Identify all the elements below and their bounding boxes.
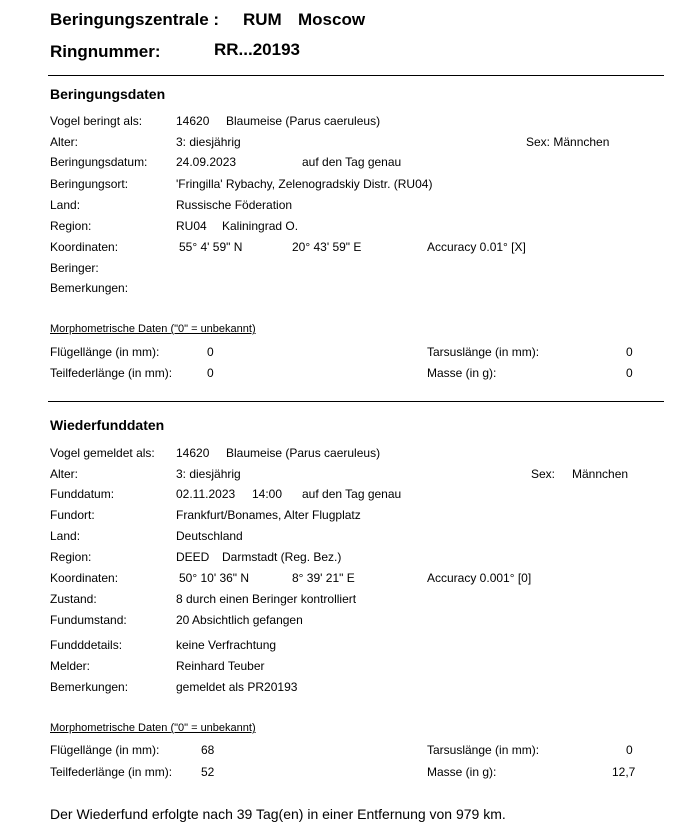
recovery-date-precision: auf den Tag genau — [302, 487, 402, 501]
ringing-tarsus-value: 0 — [626, 345, 633, 359]
recovery-species-code: 14620 — [176, 446, 210, 460]
ringing-region-name: Kaliningrad O. — [222, 219, 299, 233]
recovery-mass-value: 12,7 — [612, 765, 636, 779]
ringing-age-label: Alter: — [50, 135, 79, 149]
recovery-country-value: Deutschland — [176, 529, 243, 543]
ringing-mass-value: 0 — [626, 366, 633, 380]
ringing-mass-label: Masse (in g): — [427, 366, 497, 380]
ringing-feather-label: Teilfederlänge (in mm): — [50, 366, 173, 380]
recovery-species-name: Blaumeise (Parus caeruleus) — [226, 446, 381, 460]
recovery-bird-label: Vogel gemeldet als: — [50, 446, 155, 460]
ringing-species-code: 14620 — [176, 114, 210, 128]
recovery-mass-label: Masse (in g): — [427, 765, 497, 779]
recovery-country-label: Land: — [50, 529, 81, 543]
recovery-date-value: 02.11.2023 — [176, 487, 236, 501]
recovery-tarsus-value: 0 — [626, 743, 633, 757]
ringing-tarsus-label: Tarsuslänge (in mm): — [427, 345, 540, 359]
recovery-remarks-label: Bemerkungen: — [50, 680, 129, 694]
recovery-region-name: Darmstadt (Reg. Bez.) — [222, 550, 342, 564]
recovery-details-value: keine Verfrachtung — [176, 638, 277, 652]
recovery-latitude: 50° 10' 36" N — [179, 571, 250, 585]
ringing-place-label: Beringungsort: — [50, 177, 129, 191]
ringing-latitude: 55° 4' 59" N — [179, 240, 243, 254]
recovery-feather-label: Teilfederlänge (in mm): — [50, 765, 173, 779]
recovery-condition-label: Zustand: — [50, 592, 97, 606]
recovery-reporter-label: Melder: — [50, 659, 91, 673]
ringing-bird-label: Vogel beringt als: — [50, 114, 143, 128]
ringing-country-value: Russische Föderation — [176, 198, 293, 212]
ringing-accuracy: Accuracy 0.01° [X] — [427, 240, 526, 254]
recovery-feather-value: 52 — [201, 765, 215, 779]
recovery-region-label: Region: — [50, 550, 92, 564]
ringing-region-label: Region: — [50, 219, 92, 233]
ring-number-value: RR...20193 — [214, 40, 300, 59]
recovery-remarks-value: gemeldet als PR20193 — [176, 680, 298, 694]
recovery-coords-label: Koordinaten: — [50, 571, 119, 585]
recovery-circumstance-value: 20 Absichtlich gefangen — [176, 613, 303, 627]
ringing-age-value: 3: diesjährig — [176, 135, 241, 149]
recovery-place-value: Frankfurt/Bonames, Alter Flugplatz — [176, 508, 361, 522]
ringing-country-label: Land: — [50, 198, 81, 212]
recovery-date-label: Funddatum: — [50, 487, 115, 501]
recovery-age-label: Alter: — [50, 467, 79, 481]
recovery-time-value: 14:00 — [252, 487, 283, 501]
recovery-accuracy: Accuracy 0.001° [0] — [427, 571, 532, 585]
recovery-morphometrics-title: Morphometrische Daten ("0" = unbekannt) — [50, 722, 256, 734]
recovery-sex-label: Sex: — [531, 467, 556, 481]
ring-number-label: Ringnummer: — [50, 42, 161, 61]
ringing-centre-code: RUM — [243, 10, 282, 29]
ringing-remarks-label: Bemerkungen: — [50, 281, 129, 295]
recovery-longitude: 8° 39' 21" E — [292, 571, 355, 585]
ringing-centre-label: Beringungszentrale : — [50, 10, 220, 29]
divider — [48, 75, 664, 76]
ringing-date-label: Beringungsdatum: — [50, 155, 148, 169]
recovery-wing-label: Flügellänge (in mm): — [50, 743, 160, 757]
ringing-morphometrics-title: Morphometrische Daten ("0" = unbekannt) — [50, 323, 256, 335]
recovery-region-code: DEED — [176, 550, 210, 564]
recovery-section-title: Wiederfunddaten — [50, 417, 165, 433]
recovery-tarsus-label: Tarsuslänge (in mm): — [427, 743, 540, 757]
ringing-feather-value: 0 — [207, 366, 214, 380]
ringing-sex: Sex: Männchen — [526, 135, 610, 149]
ringing-longitude: 20° 43' 59" E — [292, 240, 362, 254]
ringing-coords-label: Koordinaten: — [50, 240, 119, 254]
ringing-wing-label: Flügellänge (in mm): — [50, 345, 160, 359]
ringing-species-name: Blaumeise (Parus caeruleus) — [226, 114, 381, 128]
recovery-sex-value: Männchen — [572, 467, 629, 481]
ringing-wing-value: 0 — [207, 345, 214, 359]
recovery-circumstance-label: Fundumstand: — [50, 613, 127, 627]
recovery-age-value: 3: diesjährig — [176, 467, 241, 481]
ringing-centre-city: Moscow — [298, 10, 366, 29]
ringing-ringer-label: Beringer: — [50, 261, 99, 275]
ringing-date-value: 24.09.2023 — [176, 155, 237, 169]
ringing-region-code: RU04 — [176, 219, 207, 233]
ringing-place-value: 'Fringilla' Rybachy, Zelenogradskiy Distr. (RU04) — [176, 177, 433, 191]
recovery-wing-value: 68 — [201, 743, 215, 757]
divider — [48, 401, 664, 402]
ringing-section-title: Beringungsdaten — [50, 86, 166, 102]
recovery-reporter-value: Reinhard Teuber — [176, 659, 265, 673]
recovery-condition-value: 8 durch einen Beringer kontrolliert — [176, 592, 357, 606]
recovery-place-label: Fundort: — [50, 508, 95, 522]
recovery-summary: Der Wiederfund erfolgte nach 39 Tag(en) in einer Entfernung von 979 km. — [50, 806, 506, 822]
recovery-details-label: Fundddetails: — [50, 638, 123, 652]
ringing-date-precision: auf den Tag genau — [302, 155, 402, 169]
